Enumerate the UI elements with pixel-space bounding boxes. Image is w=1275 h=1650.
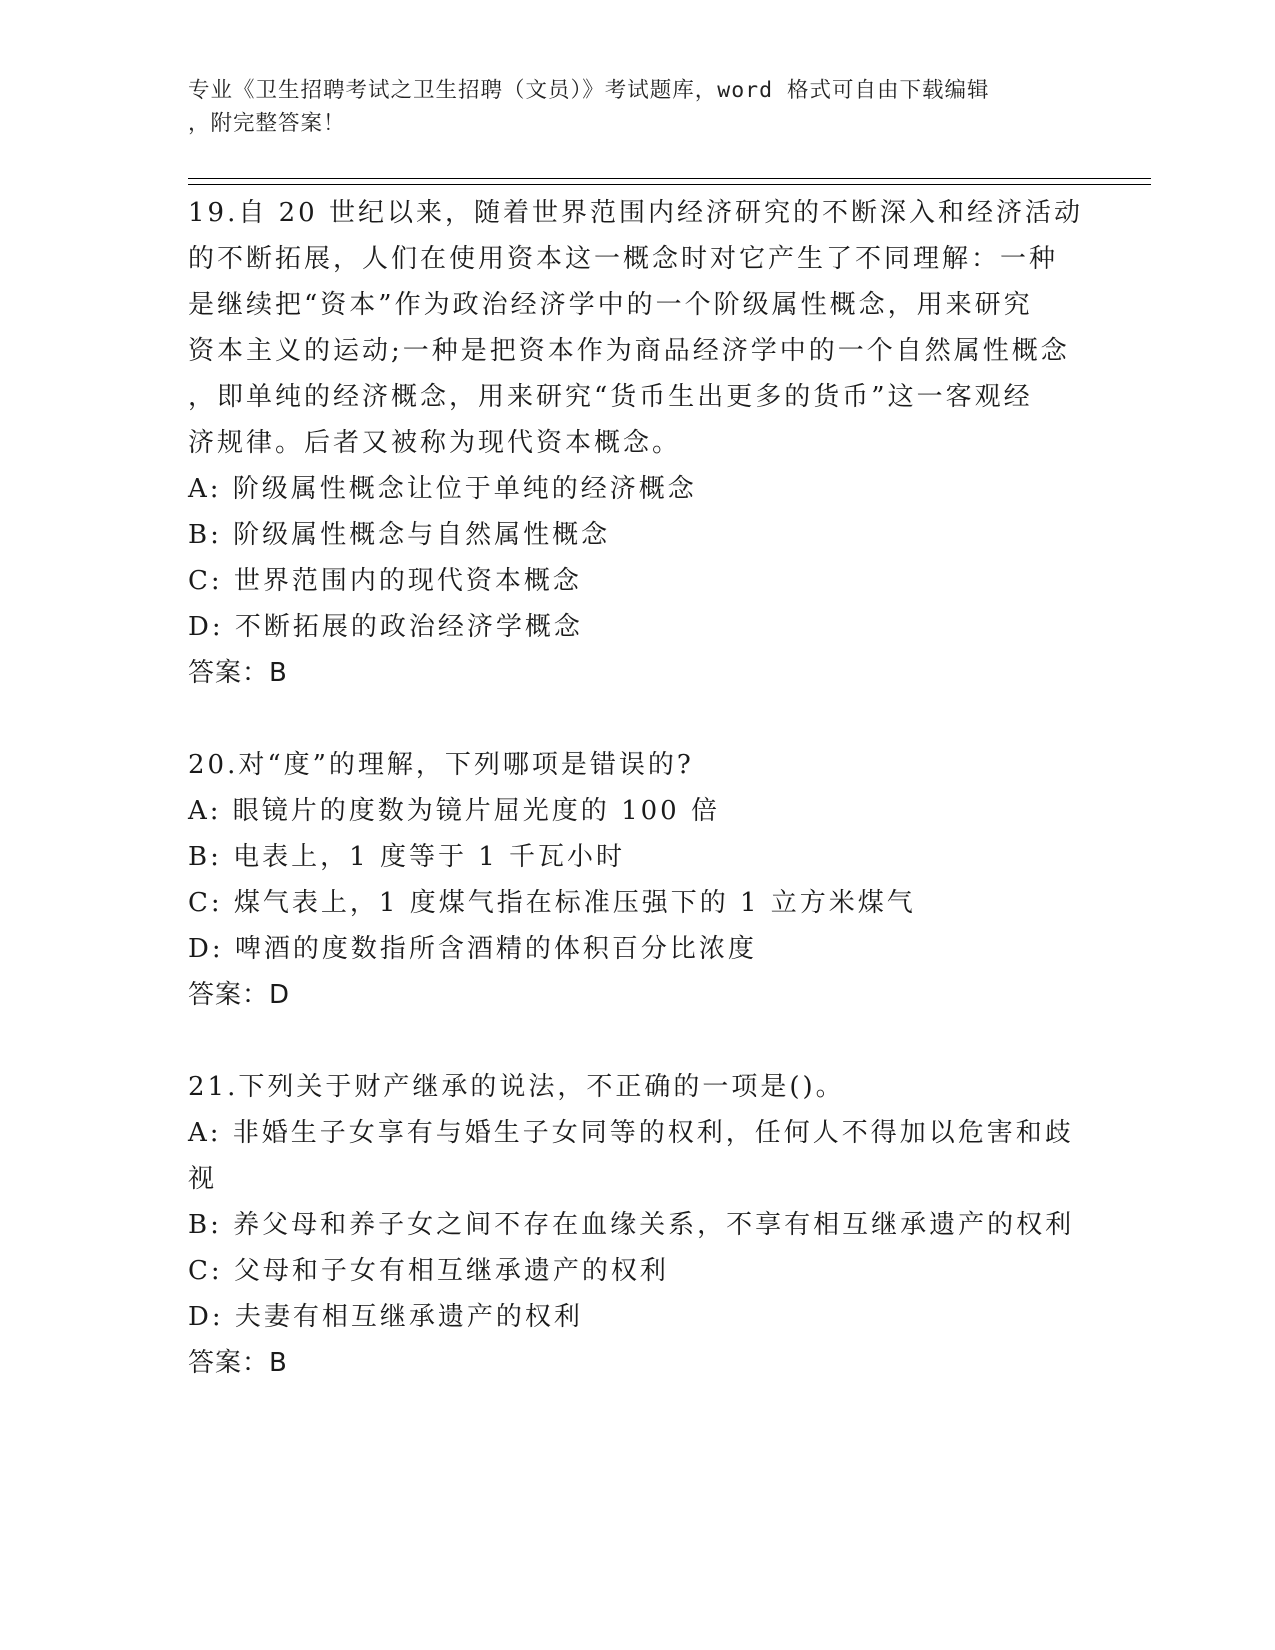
header-line-2: ，附完整答案！ [188, 111, 346, 136]
option-b: B: 养父母和养子女之间不存在血缘关系，不享有相互继承遗产的权利 [188, 1210, 1075, 1240]
question-stem-line: 20.对“度”的理解，下列哪项是错误的? [188, 750, 694, 780]
option-b: B: 阶级属性概念与自然属性概念 [188, 520, 611, 550]
document-header [188, 74, 1088, 140]
question-21 [188, 1064, 1088, 1386]
question-list [188, 190, 1088, 1386]
header-line-1: 专业《卫生招聘考试之卫生招聘（文员）》考试题库，word 格式可自由下载编辑 [188, 78, 990, 103]
question-stem-line: 济规律。后者又被称为现代资本概念。 [188, 428, 682, 458]
question-stem-line: ，即单纯的经济概念，用来研究“货币生出更多的货币”这一客观经 [188, 382, 1033, 412]
option-d: D: 啤酒的度数指所含酒精的体积百分比浓度 [188, 934, 757, 964]
question-stem-line: 的不断拓展，人们在使用资本这一概念时对它产生了不同理解：一种 [188, 244, 1059, 274]
option-d: D: 不断拓展的政治经济学概念 [188, 612, 583, 642]
spacer [188, 696, 1088, 742]
question-stem-line: 是继续把“资本”作为政治经济学中的一个阶级属性概念，用来研究 [188, 290, 1033, 320]
option-c: C: 煤气表上，1 度煤气指在标准压强下的 1 立方米煤气 [188, 888, 916, 918]
question-19 [188, 190, 1088, 696]
spacer [188, 1018, 1088, 1064]
option-c: C: 世界范围内的现代资本概念 [188, 566, 582, 596]
option-a: A: 眼镜片的度数为镜片屈光度的 100 倍 [188, 796, 720, 826]
question-stem-line: 19.自 20 世纪以来，随着世界范围内经济研究的不断深入和经济活动 [188, 198, 1083, 228]
option-b: B: 电表上，1 度等于 1 千瓦小时 [188, 842, 626, 872]
header-divider-top [188, 178, 1151, 179]
header-divider-bottom [188, 184, 1151, 185]
option-a: A: 阶级属性概念让位于单纯的经济概念 [188, 474, 697, 504]
option-a-continued: 视 [188, 1164, 218, 1194]
answer-label: 答案：B [188, 658, 288, 688]
option-c: C: 父母和子女有相互继承遗产的权利 [188, 1256, 669, 1286]
question-20 [188, 742, 1088, 1018]
answer-label: 答案：B [188, 1348, 288, 1378]
option-a: A: 非婚生子女享有与婚生子女同等的权利，任何人不得加以危害和歧 [188, 1118, 1074, 1148]
option-d: D: 夫妻有相互继承遗产的权利 [188, 1302, 583, 1332]
question-stem-line: 资本主义的运动;一种是把资本作为商品经济学中的一个自然属性概念 [188, 336, 1070, 366]
answer-label: 答案：D [188, 980, 291, 1010]
question-stem-line: 21.下列关于财产继承的说法，不正确的一项是()。 [188, 1072, 845, 1102]
